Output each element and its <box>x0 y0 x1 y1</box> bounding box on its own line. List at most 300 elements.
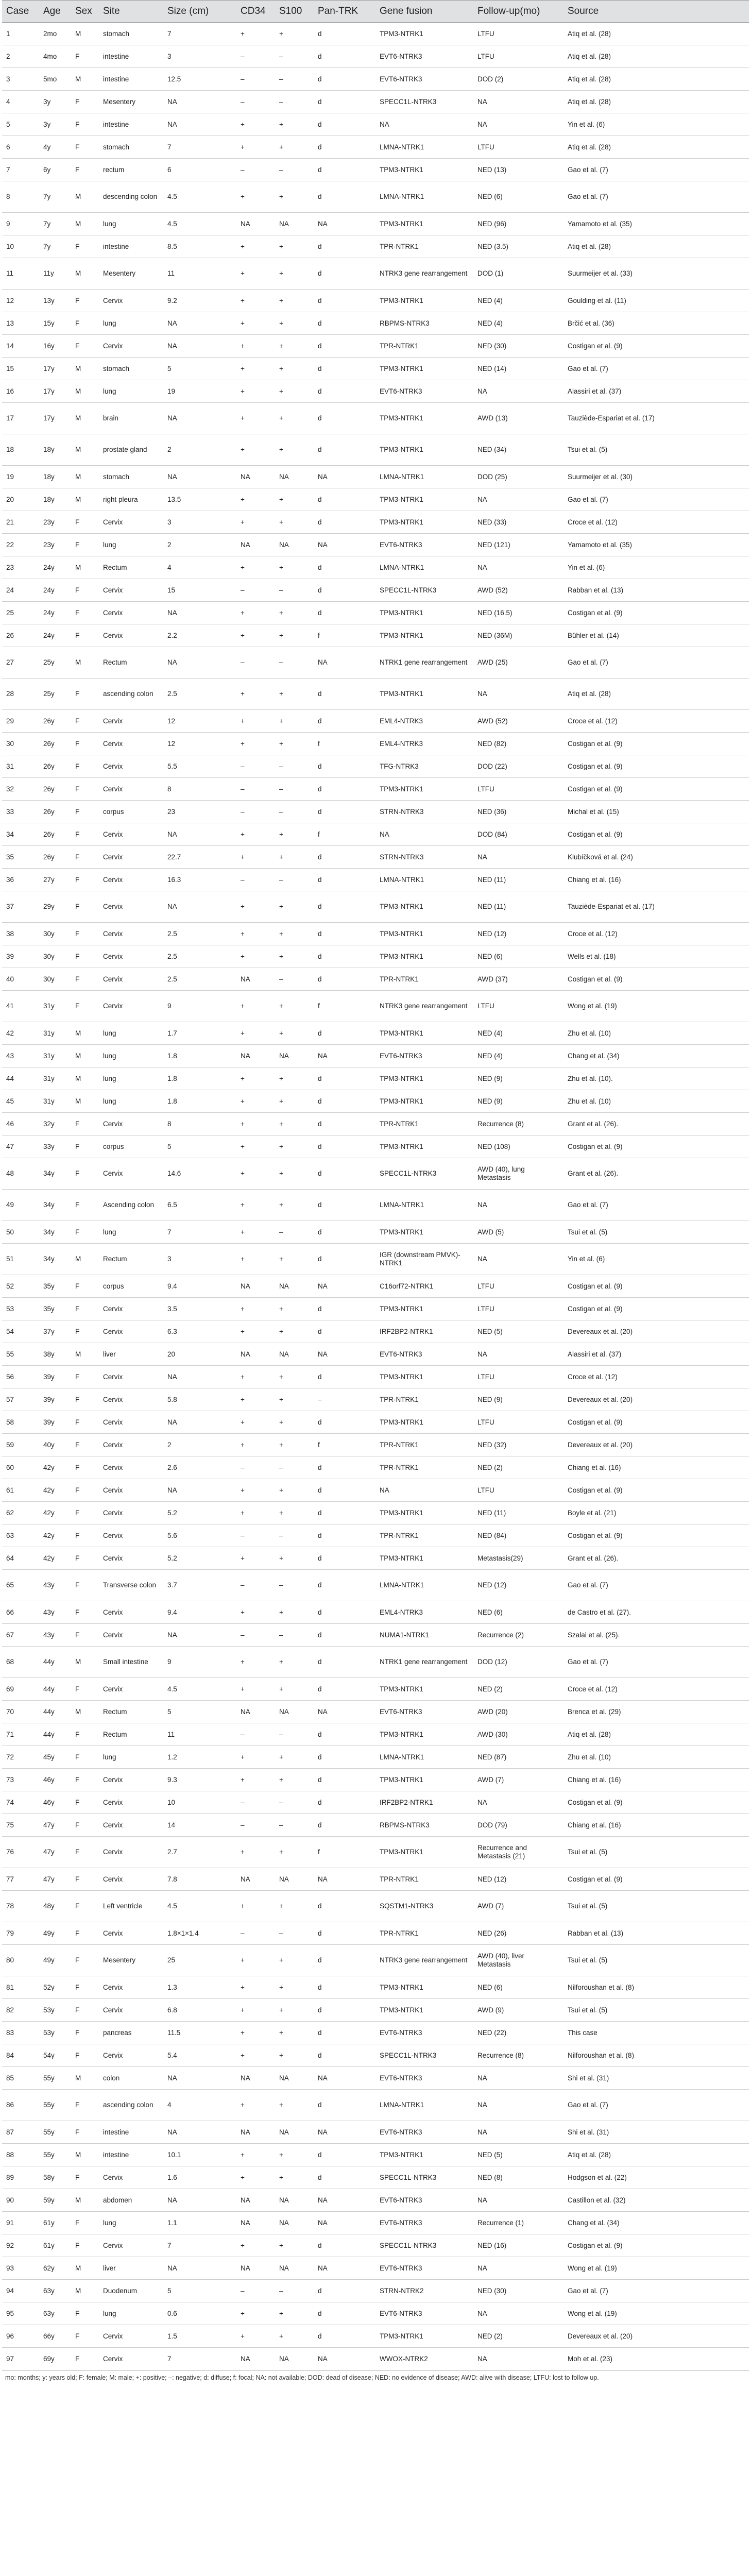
table-cell: Gao et al. (7) <box>563 1647 749 1678</box>
table-cell: 9.2 <box>163 290 236 312</box>
table-cell: Costigan et al. (9) <box>563 1868 749 1891</box>
table-cell: NA <box>163 891 236 923</box>
table-cell: corpus <box>99 801 163 823</box>
table-cell: + <box>275 1113 314 1136</box>
table-cell: 17 <box>2 403 39 434</box>
table-cell: – <box>275 647 314 679</box>
table-cell: TPM3-NTRK1 <box>375 1976 473 1999</box>
table-cell: + <box>236 1502 275 1524</box>
table-cell: 14.6 <box>163 1158 236 1190</box>
table-cell: – <box>236 801 275 823</box>
table-cell: 55y <box>39 2121 71 2144</box>
table-cell: NA <box>314 1701 375 1723</box>
table-cell: DOD (12) <box>473 1647 563 1678</box>
table-cell: Yin et al. (6) <box>563 556 749 579</box>
table-cell: NA <box>275 1701 314 1723</box>
table-cell: 60 <box>2 1456 39 1479</box>
table-cell: LMNA-NTRK1 <box>375 1570 473 1601</box>
table-cell: TPM3-NTRK1 <box>375 358 473 380</box>
table-cell: + <box>236 1090 275 1113</box>
table-cell: rectum <box>99 159 163 181</box>
table-cell: + <box>275 511 314 534</box>
table-cell: d <box>314 1456 375 1479</box>
table-cell: d <box>314 945 375 968</box>
table-cell: 27y <box>39 869 71 891</box>
table-cell: 59y <box>39 2189 71 2212</box>
table-cell: Small intestine <box>99 1647 163 1678</box>
table-cell: F <box>71 1791 99 1814</box>
table-cell: NED (9) <box>473 1067 563 1090</box>
table-cell: NED (11) <box>473 891 563 923</box>
table-cell: M <box>71 434 99 466</box>
table-cell: F <box>71 2166 99 2189</box>
table-cell: F <box>71 1945 99 1976</box>
table-cell: + <box>275 358 314 380</box>
table-row <box>2 1113 749 1136</box>
table-cell: d <box>314 1999 375 2022</box>
table-cell: – <box>275 1922 314 1945</box>
table-cell: F <box>71 991 99 1022</box>
table-cell: Atiq et al. (28) <box>563 23 749 45</box>
table-cell: d <box>314 358 375 380</box>
table-row <box>2 1945 749 1976</box>
table-cell: NTRK1 gene rearrangement <box>375 1647 473 1678</box>
table-cell: – <box>275 2280 314 2302</box>
table-cell: 81 <box>2 1976 39 1999</box>
table-cell: F <box>71 1601 99 1624</box>
table-cell: 26y <box>39 778 71 801</box>
table-cell: d <box>314 1090 375 1113</box>
table-cell: 61y <box>39 2234 71 2257</box>
table-cell: colon <box>99 2067 163 2090</box>
table-cell: NA <box>163 335 236 358</box>
table-cell: d <box>314 1547 375 1570</box>
table-cell: 12 <box>2 290 39 312</box>
table-cell: 8 <box>163 1113 236 1136</box>
table-cell: 4.5 <box>163 181 236 213</box>
table-cell: + <box>275 710 314 733</box>
table-cell: 77 <box>2 1868 39 1891</box>
table-cell: F <box>71 733 99 755</box>
table-cell: d <box>314 1158 375 1190</box>
table-cell: NA <box>236 466 275 488</box>
table-cell: NA <box>473 1190 563 1221</box>
table-cell: d <box>314 1366 375 1388</box>
table-cell: d <box>314 68 375 91</box>
table-cell: F <box>71 1113 99 1136</box>
table-cell: + <box>275 1837 314 1868</box>
table-cell: NA <box>473 2121 563 2144</box>
table-cell: Alassiri et al. (37) <box>563 380 749 403</box>
table-cell: F <box>71 891 99 923</box>
table-cell: 25y <box>39 647 71 679</box>
table-cell: EVT6-NTRK3 <box>375 2067 473 2090</box>
table-cell: + <box>275 2234 314 2257</box>
table-cell: Croce et al. (12) <box>563 710 749 733</box>
table-cell: 48y <box>39 1891 71 1922</box>
table-cell: 44y <box>39 1678 71 1701</box>
table-cell: NA <box>314 1868 375 1891</box>
table-cell: LTFU <box>473 136 563 159</box>
table-cell: Tsui et al. (5) <box>563 1999 749 2022</box>
table-cell: 75 <box>2 1814 39 1837</box>
table-cell: 19 <box>2 466 39 488</box>
table-cell: 25y <box>39 679 71 710</box>
table-cell: d <box>314 2022 375 2044</box>
table-cell: 51 <box>2 1244 39 1275</box>
table-cell: Wong et al. (19) <box>563 2302 749 2325</box>
table-cell: 42y <box>39 1479 71 1502</box>
table-cell: – <box>275 778 314 801</box>
table-cell: 62 <box>2 1502 39 1524</box>
table-cell: NED (121) <box>473 534 563 556</box>
table-cell: + <box>236 380 275 403</box>
table-row <box>2 2044 749 2067</box>
table-cell: Cervix <box>99 2044 163 2067</box>
table-cell: NTRK3 gene rearrangement <box>375 258 473 290</box>
table-cell: M <box>71 2257 99 2280</box>
table-cell: 30 <box>2 733 39 755</box>
table-cell: – <box>236 68 275 91</box>
table-cell: 12 <box>163 733 236 755</box>
table-cell: d <box>314 869 375 891</box>
table-cell: lung <box>99 380 163 403</box>
table-cell: NA <box>163 2121 236 2144</box>
table-cell: 79 <box>2 1922 39 1945</box>
table-cell: 21 <box>2 511 39 534</box>
table-cell: 2 <box>2 45 39 68</box>
table-cell: 26y <box>39 755 71 778</box>
table-cell: 1.5 <box>163 2325 236 2348</box>
table-cell: NA <box>163 823 236 846</box>
table-cell: Cervix <box>99 1678 163 1701</box>
table-cell: NED (4) <box>473 290 563 312</box>
table-cell: d <box>314 1244 375 1275</box>
table-cell: 55y <box>39 2144 71 2166</box>
table-cell: Devereaux et al. (20) <box>563 1320 749 1343</box>
table-row <box>2 1647 749 1678</box>
table-cell: intestine <box>99 2121 163 2144</box>
table-cell: + <box>275 290 314 312</box>
table-cell: + <box>236 235 275 258</box>
table-cell: NA <box>314 466 375 488</box>
table-cell: + <box>275 846 314 869</box>
table-cell: 7 <box>163 136 236 159</box>
table-cell: + <box>236 290 275 312</box>
table-cell: + <box>236 1067 275 1090</box>
table-cell: 62y <box>39 2257 71 2280</box>
table-cell: F <box>71 2348 99 2370</box>
table-cell: 54y <box>39 2044 71 2067</box>
table-cell: Croce et al. (12) <box>563 1366 749 1388</box>
table-cell: F <box>71 2234 99 2257</box>
table-cell: 11 <box>163 258 236 290</box>
table-cell: Rectum <box>99 647 163 679</box>
table-cell: – <box>236 45 275 68</box>
table-cell: d <box>314 579 375 602</box>
table-cell: 39y <box>39 1411 71 1434</box>
table-cell: de Castro et al. (27). <box>563 1601 749 1624</box>
table-cell: NUMA1-NTRK1 <box>375 1624 473 1647</box>
table-cell: 3 <box>163 1244 236 1275</box>
table-cell: 5.6 <box>163 1524 236 1547</box>
table-cell: Cervix <box>99 968 163 991</box>
table-cell: d <box>314 2090 375 2121</box>
table-cell: 5 <box>2 113 39 136</box>
table-cell: 74 <box>2 1791 39 1814</box>
table-cell: NED (108) <box>473 1136 563 1158</box>
table-cell: 91 <box>2 2212 39 2234</box>
table-cell: F <box>71 968 99 991</box>
table-cell: liver <box>99 1343 163 1366</box>
column-header: Follow-up(mo) <box>473 1 563 23</box>
table-cell: 2.5 <box>163 679 236 710</box>
table-cell: SPECC1L-NTRK3 <box>375 2234 473 2257</box>
table-cell: 49y <box>39 1945 71 1976</box>
table-cell: + <box>236 1945 275 1976</box>
table-row <box>2 1136 749 1158</box>
table-cell: + <box>236 1388 275 1411</box>
table-cell: F <box>71 2212 99 2234</box>
table-cell: Brenca et al. (29) <box>563 1701 749 1723</box>
table-cell: 9.3 <box>163 1769 236 1791</box>
table-cell: lung <box>99 1090 163 1113</box>
table-cell: NED (12) <box>473 1570 563 1601</box>
table-cell: NA <box>163 602 236 624</box>
table-cell: Cervix <box>99 846 163 869</box>
table-cell: Chang et al. (34) <box>563 2212 749 2234</box>
table-cell: 80 <box>2 1945 39 1976</box>
table-cell: F <box>71 159 99 181</box>
table-cell: LTFU <box>473 1275 563 1298</box>
table-cell: d <box>314 1221 375 1244</box>
table-cell: 16 <box>2 380 39 403</box>
table-cell: 40y <box>39 1434 71 1456</box>
table-cell: 3 <box>163 45 236 68</box>
table-cell: 76 <box>2 1837 39 1868</box>
table-cell: 24y <box>39 602 71 624</box>
table-cell: 10 <box>163 1791 236 1814</box>
table-cell: NA <box>314 647 375 679</box>
table-cell: pancreas <box>99 2022 163 2044</box>
table-cell: F <box>71 1524 99 1547</box>
table-cell: 23 <box>163 801 236 823</box>
table-cell: TPM3-NTRK1 <box>375 923 473 945</box>
table-cell: 96 <box>2 2325 39 2348</box>
table-cell: + <box>236 1601 275 1624</box>
table-cell: M <box>71 2280 99 2302</box>
table-cell: 47y <box>39 1868 71 1891</box>
table-cell: 7y <box>39 213 71 235</box>
table-cell: NA <box>375 823 473 846</box>
table-cell: + <box>275 1647 314 1678</box>
table-cell: lung <box>99 534 163 556</box>
table-cell: – <box>236 1814 275 1837</box>
table-cell: TPM3-NTRK1 <box>375 1221 473 1244</box>
table-cell: 3y <box>39 91 71 113</box>
table-row <box>2 1922 749 1945</box>
table-row <box>2 235 749 258</box>
table-cell: 31y <box>39 1022 71 1045</box>
table-cell: Cervix <box>99 1601 163 1624</box>
table-cell: 46y <box>39 1769 71 1791</box>
table-cell: 12.5 <box>163 68 236 91</box>
table-cell: NA <box>163 2189 236 2212</box>
table-cell: 63y <box>39 2280 71 2302</box>
table-cell: Cervix <box>99 1524 163 1547</box>
table-cell: 6 <box>163 159 236 181</box>
table-cell: M <box>71 181 99 213</box>
table-cell: + <box>275 823 314 846</box>
table-cell: 31y <box>39 1045 71 1067</box>
table-cell: Recurrence (2) <box>473 1624 563 1647</box>
table-cell: F <box>71 1479 99 1502</box>
table-cell: Wong et al. (19) <box>563 2257 749 2280</box>
table-cell: Chiang et al. (16) <box>563 1456 749 1479</box>
table-cell: + <box>236 181 275 213</box>
table-cell: Cervix <box>99 1999 163 2022</box>
table-cell: Wells et al. (18) <box>563 945 749 968</box>
table-cell: 6.8 <box>163 1999 236 2022</box>
table-cell: Gao et al. (7) <box>563 1570 749 1601</box>
table-cell: intestine <box>99 68 163 91</box>
table-row <box>2 1388 749 1411</box>
table-cell: Rabban et al. (13) <box>563 1922 749 1945</box>
table-cell: Gao et al. (7) <box>563 358 749 380</box>
table-row <box>2 679 749 710</box>
table-cell: – <box>236 159 275 181</box>
table-cell: d <box>314 1746 375 1769</box>
table-cell: 11 <box>2 258 39 290</box>
table-cell: NA <box>236 2121 275 2144</box>
table-cell: + <box>275 923 314 945</box>
table-cell: + <box>236 1434 275 1456</box>
table-cell: d <box>314 1723 375 1746</box>
table-cell: 11 <box>163 1723 236 1746</box>
table-cell: 43y <box>39 1624 71 1647</box>
table-row <box>2 733 749 755</box>
table-cell: + <box>275 1158 314 1190</box>
table-cell: NED (3.5) <box>473 235 563 258</box>
table-cell: AWD (9) <box>473 1999 563 2022</box>
table-cell: Rectum <box>99 1701 163 1723</box>
table-cell: 53y <box>39 2022 71 2044</box>
table-cell: Cervix <box>99 823 163 846</box>
table-cell: 63y <box>39 2302 71 2325</box>
table-cell: F <box>71 511 99 534</box>
table-cell: d <box>314 1022 375 1045</box>
table-cell: F <box>71 1136 99 1158</box>
table-cell: F <box>71 1976 99 1999</box>
table-cell: Chiang et al. (16) <box>563 1769 749 1791</box>
table-cell: Metastasis(29) <box>473 1547 563 1570</box>
table-cell: Zhu et al. (10) <box>563 1022 749 1045</box>
table-cell: + <box>236 113 275 136</box>
table-cell: EVT6-NTRK3 <box>375 2189 473 2212</box>
table-cell: 30y <box>39 945 71 968</box>
table-cell: 19 <box>163 380 236 403</box>
table-cell: AWD (40), liver Metastasis <box>473 1945 563 1976</box>
table-cell: This case <box>563 2022 749 2044</box>
table-cell: d <box>314 923 375 945</box>
table-cell: TPM3-NTRK1 <box>375 1067 473 1090</box>
table-cell: NA <box>163 466 236 488</box>
table-cell: 1.8 <box>163 1045 236 1067</box>
table-cell: TPR-NTRK1 <box>375 1434 473 1456</box>
table-cell: + <box>236 602 275 624</box>
table-cell: 23 <box>2 556 39 579</box>
table-cell: Devereaux et al. (20) <box>563 1388 749 1411</box>
table-cell: NA <box>473 556 563 579</box>
table-cell: 26y <box>39 846 71 869</box>
table-cell: Cervix <box>99 1479 163 1502</box>
table-cell: Atiq et al. (28) <box>563 235 749 258</box>
table-cell: NED (6) <box>473 1976 563 1999</box>
table-cell: 70 <box>2 1701 39 1723</box>
table-cell: 9.4 <box>163 1601 236 1624</box>
table-cell: d <box>314 1113 375 1136</box>
table-cell: M <box>71 358 99 380</box>
table-cell: TPR-NTRK1 <box>375 968 473 991</box>
table-row <box>2 1791 749 1814</box>
table-cell: LMNA-NTRK1 <box>375 556 473 579</box>
table-cell: 3 <box>163 511 236 534</box>
table-cell: – <box>275 1814 314 1837</box>
table-cell: F <box>71 136 99 159</box>
table-cell: 42 <box>2 1022 39 1045</box>
table-cell: 1.2 <box>163 1746 236 1769</box>
table-cell: d <box>314 1678 375 1701</box>
table-cell: AWD (25) <box>473 647 563 679</box>
table-cell: NED (36) <box>473 801 563 823</box>
table-cell: Michal et al. (15) <box>563 801 749 823</box>
table-cell: Brčić et al. (36) <box>563 312 749 335</box>
table-cell: 42y <box>39 1456 71 1479</box>
table-cell: NA <box>163 312 236 335</box>
table-cell: Chang et al. (34) <box>563 1045 749 1067</box>
table-cell: + <box>236 923 275 945</box>
table-cell: Cervix <box>99 2348 163 2370</box>
table-cell: Atiq et al. (28) <box>563 1723 749 1746</box>
table-cell: 18y <box>39 434 71 466</box>
table-cell: NA <box>163 647 236 679</box>
table-cell: + <box>236 2090 275 2121</box>
table-cell: NA <box>163 403 236 434</box>
table-cell: 47y <box>39 1814 71 1837</box>
table-cell: 8 <box>2 181 39 213</box>
table-cell: M <box>71 488 99 511</box>
table-cell: d <box>314 2166 375 2189</box>
table-cell: d <box>314 312 375 335</box>
table-cell: F <box>71 1298 99 1320</box>
table-row <box>2 755 749 778</box>
table-cell: NA <box>275 1275 314 1298</box>
table-cell: f <box>314 624 375 647</box>
column-header: Pan-TRK <box>314 1 375 23</box>
table-cell: WWOX-NTRK2 <box>375 2348 473 2370</box>
table-cell: + <box>236 1190 275 1221</box>
table-row <box>2 968 749 991</box>
table-cell: Rectum <box>99 1244 163 1275</box>
table-cell: Cervix <box>99 624 163 647</box>
table-cell: NA <box>314 2212 375 2234</box>
table-row <box>2 1045 749 1067</box>
table-cell: d <box>314 403 375 434</box>
table-cell: 9 <box>163 991 236 1022</box>
table-cell: d <box>314 801 375 823</box>
table-row <box>2 801 749 823</box>
table-row <box>2 1769 749 1791</box>
